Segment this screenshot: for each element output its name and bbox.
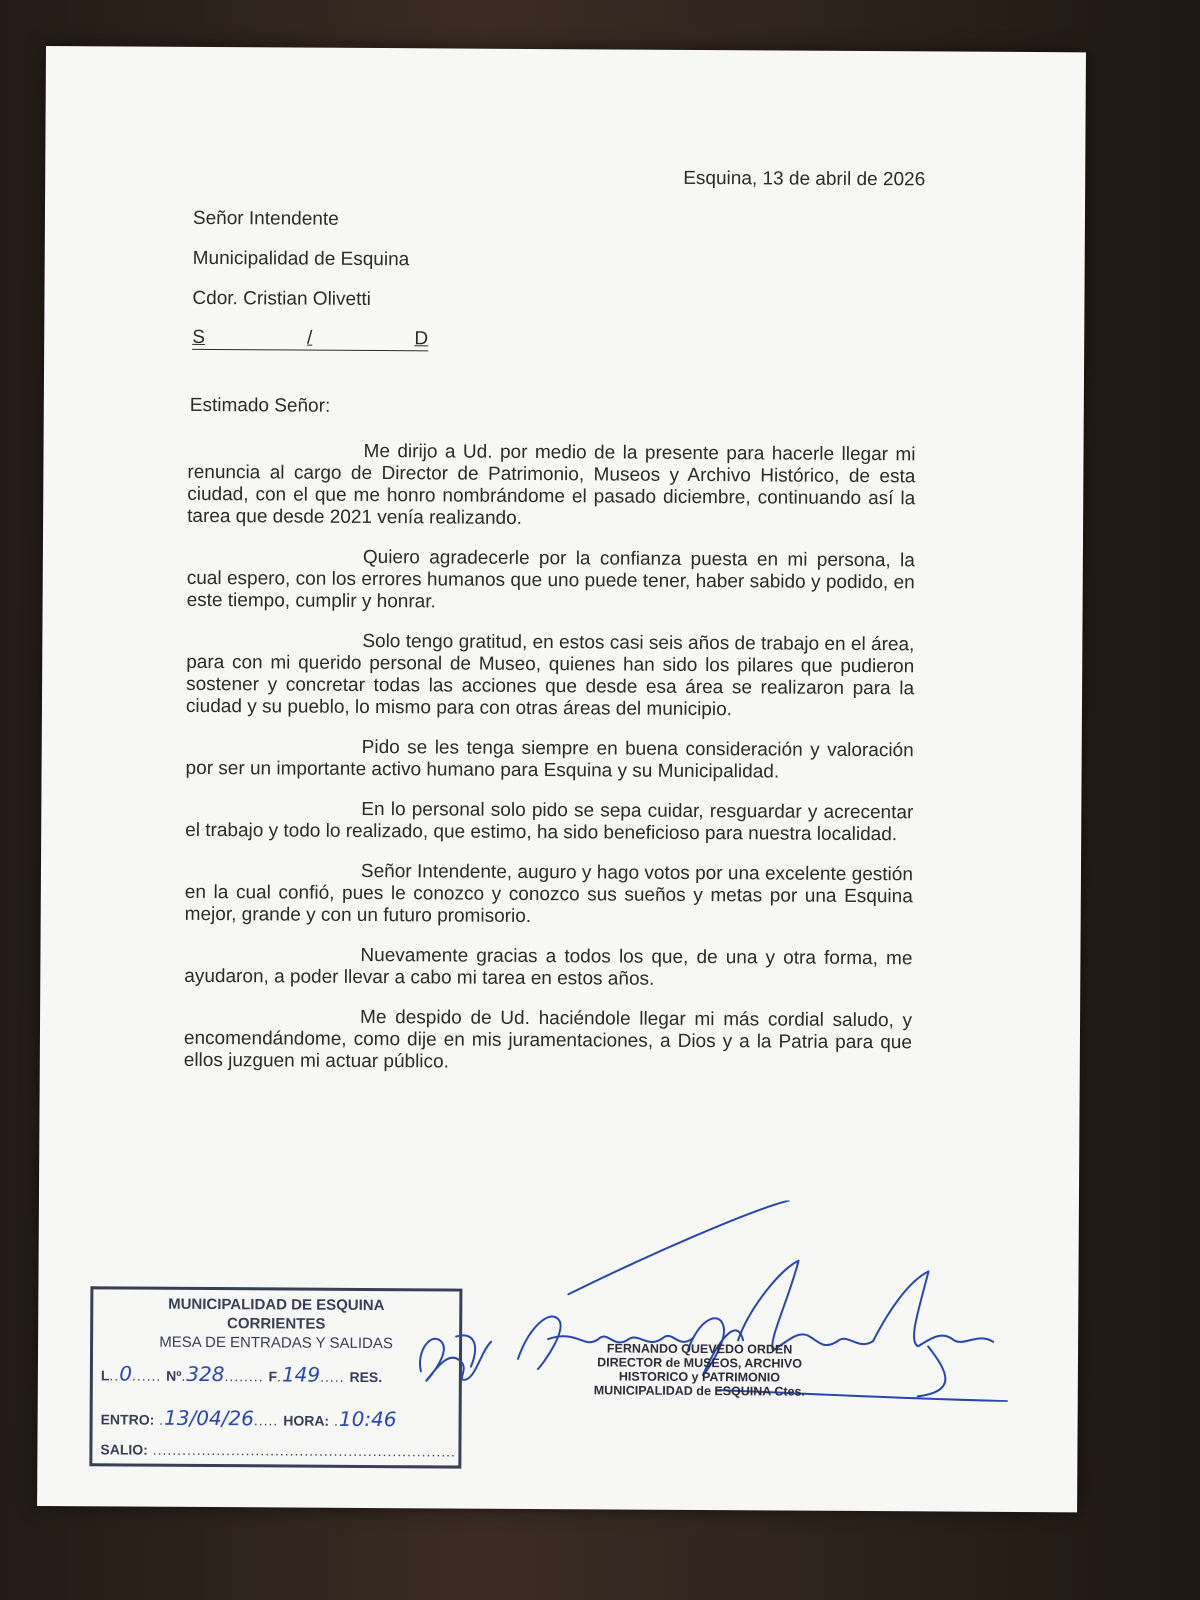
recipient-title: Señor Intendente bbox=[192, 207, 339, 230]
paragraph: Señor Intendente, auguro y hago votos por una excelente gestión en la cual confió, pues le conozco y conozco sus sueños y metas por una Esquina mejor, grande y con un futuro promisorio. bbox=[184, 860, 914, 927]
greeting: Estimado Señor: bbox=[189, 394, 331, 417]
recipient-name: Cdor. Cristian Olivetti bbox=[192, 287, 371, 310]
stamp-salio-label: SALIO: bbox=[100, 1441, 148, 1458]
su-despacho bbox=[192, 327, 428, 351]
stamp-row-registry: L..0...... Nº.328........ F.149..... RES. bbox=[100, 1361, 383, 1387]
stamp-municipality: MUNICIPALIDAD DE ESQUINA bbox=[168, 1295, 385, 1315]
stamp-office: MESA DE ENTRADAS Y SALIDAS bbox=[159, 1333, 393, 1353]
sd-slash: / bbox=[306, 327, 313, 349]
letter-page bbox=[37, 46, 1086, 1512]
stamp-initials-scribble bbox=[411, 1321, 501, 1392]
signature-title-stamp bbox=[594, 1341, 805, 1398]
paragraph: Nuevamente gracias a todos los que, de una y otra forma, me ayudaron, a poder llevar a cabo mi tarea en estos años. bbox=[184, 944, 913, 990]
paragraph: Pido se les tenga siempre en buena consideración y valoración por ser un importante activo humano para Esquina y su Municipalidad. bbox=[185, 736, 914, 783]
paragraph: Quiero agradecerle por la confianza puesta en mi persona, la cual espero, con los errores humanos que uno puede tener, haber sabido y podido, en este tiempo, cumplir y honrar. bbox=[186, 546, 915, 613]
paragraph: Me despido de Ud. haciéndole llegar mi más cordial saludo, y encomendándome, como dije en mis juramentaciones, a Dios y a la Patria para que ellos juzguen mi actuar público. bbox=[183, 1006, 913, 1073]
stamp-f-label: F bbox=[268, 1368, 278, 1385]
stamp-f-value: 149 bbox=[281, 1362, 321, 1387]
paragraph: En lo personal solo pido se sepa cuidar, resguardar y acrecentar el trabajo y todo lo realizado, que estimo, ha sido beneficioso para nuestra localidad. bbox=[185, 798, 914, 846]
stamp-province: CORRIENTES bbox=[226, 1315, 326, 1333]
stamp-entro-value: 13/04/26 bbox=[164, 1405, 254, 1431]
stamp-n-value: 328 bbox=[186, 1361, 225, 1387]
stamp-hora-value: 10:46 bbox=[338, 1406, 397, 1432]
stamp-l-label: L bbox=[100, 1367, 110, 1384]
signer-title-line1: DIRECTOR de MUSEOS, ARCHIVO bbox=[597, 1355, 803, 1371]
signer-title-line2: HISTORICO y PATRIMONIO bbox=[618, 1369, 781, 1385]
reception-stamp bbox=[89, 1286, 462, 1468]
paragraph: Me dirijo a Ud. por medio de la presente para hacerle llegar mi renuncia al cargo de Director de Patrimonio, Museos y Archivo Histórico, de esta ciudad, con el que me honro nombrándome el pasado diciembre, continuando así la tarea que desde 2021 venía realizando. bbox=[187, 440, 916, 529]
stamp-hora-label: HORA: bbox=[283, 1412, 330, 1429]
stamp-entro-label: ENTRO: bbox=[100, 1411, 155, 1428]
stamp-row-exit: SALIO: .............................................................. bbox=[100, 1441, 456, 1460]
stamp-res-label: RES. bbox=[349, 1368, 383, 1386]
letter-date: Esquina, 13 de abril de 2026 bbox=[683, 167, 926, 191]
signer-name: FERNANDO QUEVEDO ORDEN bbox=[606, 1341, 793, 1357]
stamp-row-entry: ENTRO: .13/04/26..... HORA: .10:46 bbox=[100, 1405, 397, 1432]
paragraph: Solo tengo gratitud, en estos casi seis años de trabajo en el área, para con mi querido personal de Museo, quienes han sido los pilares que pudieron sostener y concretar todas las acciones que desde esa área se realizaron para la ciudad y su pueblo, lo mismo para con otras áreas del municipio. bbox=[185, 630, 915, 721]
recipient-block bbox=[192, 199, 429, 351]
stamp-n-label: Nº bbox=[166, 1367, 182, 1384]
recipient-institution: Municipalidad de Esquina bbox=[192, 247, 410, 271]
signer-title-line3: MUNICIPALIDAD de ESQUINA Ctes. bbox=[593, 1383, 805, 1399]
sd-d: D bbox=[414, 328, 429, 350]
sd-s: S bbox=[192, 326, 205, 348]
letter-body bbox=[184, 440, 916, 1094]
stamp-l-value: 0 bbox=[119, 1361, 133, 1386]
